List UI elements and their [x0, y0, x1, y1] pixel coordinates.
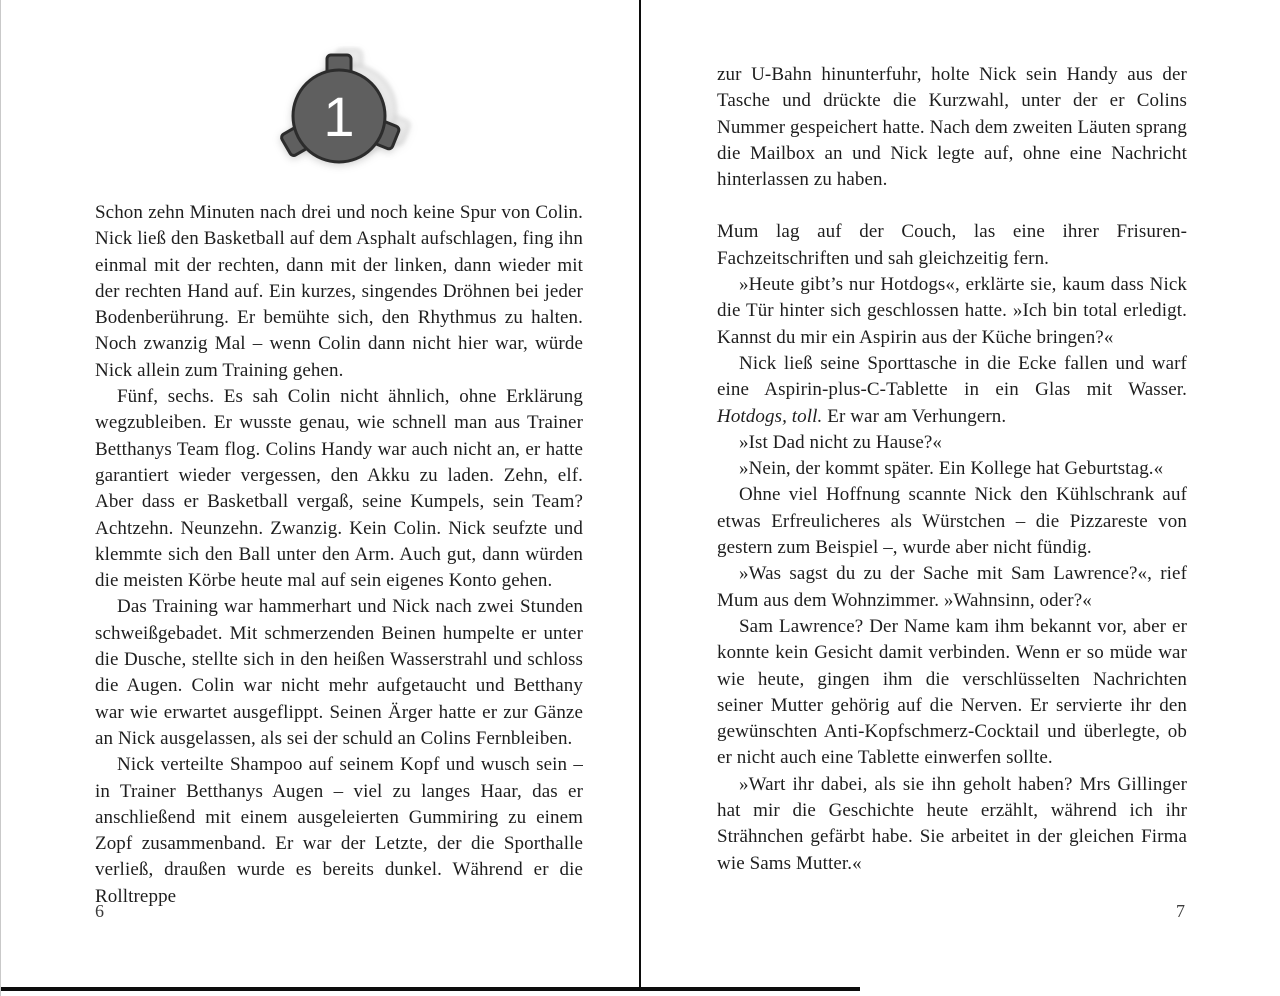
paragraph: [95, 384, 583, 594]
paragraph: [717, 561, 1187, 614]
paragraph: [717, 351, 1187, 430]
italic-text-run: Hotdogs, toll.: [717, 405, 823, 427]
paragraph: [717, 219, 1187, 272]
text-run: »Was sagst du zu der Sache mit Sam Lawrence?«, rief Mum aus dem Wohnzimmer. »Wahnsinn, oder?«: [717, 563, 1187, 611]
text-run: zur U-Bahn hinunterfuhr, holte Nick sein Handy aus der Tasche und drückte die Kurzwahl, unter der er Colins Nummer gespeichert hatte. Nach dem zweiten Läuten sprang die Mailbox an und Nick legte auf, ohne eine Nachricht hinterlassen zu haben.: [717, 64, 1187, 191]
chapter-ornament: [95, 46, 583, 186]
paragraph: [717, 430, 1187, 456]
naval-mine-badge-icon: [244, 46, 434, 186]
text-run: »Nein, der kommt später. Ein Kollege hat Geburtstag.«: [739, 458, 1164, 480]
left-page: [0, 0, 639, 996]
paragraph: [717, 456, 1187, 482]
right-page: [641, 0, 1280, 996]
book-bottom-edge: [0, 987, 860, 991]
left-page-text: [95, 200, 583, 910]
text-run: Mum lag auf der Couch, las eine ihrer Frisuren-Fachzeitschriften und sah gleichzeitig fern.: [717, 221, 1187, 269]
text-run: Fünf, sechs. Es sah Colin nicht ähnlich, ohne Erklärung wegzubleiben. Er wusste genau, wie schnell man aus Trainer Betthanys Team flog. Colins Handy war auch nicht an, er hatte garantiert wieder vergessen, den Akku zu laden. Zehn, elf. Aber dass er Basketball vergaß, seine Kumpels, sein Team? Achtzehn. Neunzehn. Zwanzig. Kein Colin. Nick seufzte und klemmte sich den Ball unter den Arm. Auch gut, dann würden die meisten Körbe heute mal auf sein eigenes Konto gehen.: [95, 386, 583, 592]
text-run: »Heute gibt’s nur Hotdogs«, erklärte sie, kaum dass Nick die Tür hinter sich geschlossen hatte. »Ich bin total erledigt. Kannst du mir ein Aspirin aus der Küche bringen?«: [717, 274, 1187, 348]
paragraph: [95, 594, 583, 752]
paragraph: [95, 752, 583, 910]
chapter-number: 1: [323, 85, 355, 148]
text-run: Sam Lawrence? Der Name kam ihm bekannt vor, aber er konnte kein Gesicht damit verbinden. Wenn er so müde war wie heute, gingen ihm die verschlüsselten Nachrichten seiner Mutter gehörig auf die Nerven. Er servierte ihr den gewünschten Anti-Kopfschmerz-Cocktail und überlegte, ob er nicht auch eine Tablette einwerfen sollte.: [717, 615, 1187, 769]
paragraph: [717, 772, 1187, 877]
text-run: Ohne viel Hoffnung scannte Nick den Kühlschrank auf etwas Erfreulicheres als Würstchen – die Pizzareste von gestern zum Beispiel –, wurde aber nicht fündig.: [717, 484, 1187, 559]
text-run: Er war am Verhungern.: [822, 405, 1007, 427]
book-left-edge: [0, 0, 1, 996]
text-run: Nick ließ seine Sporttasche in die Ecke fallen und warf eine Aspirin-plus-C-Tablette in ein Glas mit Wasser.: [717, 352, 1187, 401]
text-run: Nick verteilte Shampoo auf seinem Kopf und wusch sein – in Trainer Betthanys Augen – viel zu langes Haar, das er anschließend mit einem ausgeleierten Gummiring zu einem Zopf zusammenband. Er war der Letzte, der die Sporthalle verließ, draußen wurde es bereits dunkel. Während er die Rolltreppe: [95, 754, 583, 907]
paragraph: [717, 482, 1187, 561]
text-run: »Ist Dad nicht zu Hause?«: [739, 431, 942, 453]
text-run: Das Training war hammerhart und Nick nach zwei Stunden schweißgebadet. Mit schmerzenden Beinen humpelte er unter die Dusche, stellte sich in den heißen Wasserstrahl und schloss die Augen. Colin war nicht mehr aufgetaucht und Betthany war wie erwartet ausgeflippt. Seinen Ärger hatte er zur Gänze an Nick ausgelassen, als sei der schuld an Colins Fernbleiben.: [95, 596, 583, 749]
right-page-number: 7: [1176, 901, 1185, 921]
text-run: »Wart ihr dabei, als sie ihn geholt haben? Mrs Gillinger hat mir die Geschichte heute erzählt, während ich ihr Strähnchen gefärbt habe. Sie arbeitet in der gleichen Firma wie Sams Mutter.«: [717, 773, 1187, 874]
left-page-number: 6: [95, 901, 104, 921]
paragraph: [95, 200, 583, 384]
right-page-text: [717, 62, 1187, 877]
page-gutter-divider: [639, 0, 641, 988]
text-run: Schon zehn Minuten nach drei und noch keine Spur von Colin. Nick ließ den Basketball auf dem Asphalt aufschlagen, fing ihn einmal mit der rechten, dann mit der linken, dann wieder mit der rechten Hand auf. Ein kurzes, singendes Dröhnen bei jeder Bodenberührung. Er bemühte sich, den Rhythmus zu halten. Noch zwanzig Mal – wenn Colin dann nicht hier war, würde Nick allein zum Training gehen.: [95, 202, 583, 381]
paragraph: [717, 62, 1187, 193]
paragraph: [717, 614, 1187, 772]
paragraph: [717, 272, 1187, 351]
